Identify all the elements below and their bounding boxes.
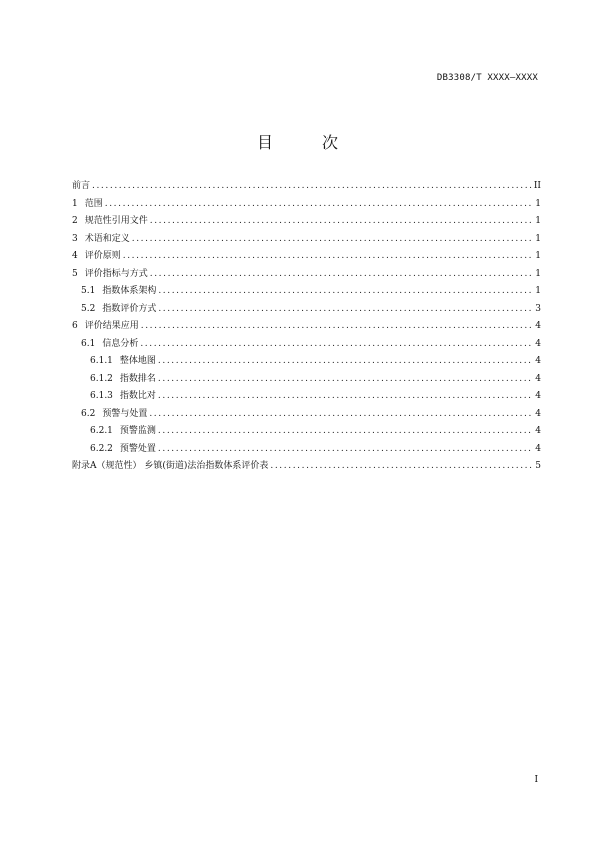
toc-entry-number: 5.2 xyxy=(81,303,96,314)
toc-entry-label: 指数体系架构 xyxy=(102,286,157,296)
toc-entry-label: 术语和定义 xyxy=(84,233,130,244)
toc-entry-page: 1 xyxy=(535,198,541,209)
toc-entry-label: 预警与处置 xyxy=(102,408,148,419)
toc-entry-page: 4 xyxy=(535,443,541,454)
toc-dot-leader xyxy=(132,231,533,249)
toc-entry[interactable] xyxy=(72,371,541,389)
toc-entry-page: 1 xyxy=(535,286,541,296)
toc-dot-leader xyxy=(158,423,533,441)
toc-entry-number: 5 xyxy=(72,268,78,279)
toc-entry-page: 1 xyxy=(535,268,541,279)
toc-entry[interactable] xyxy=(72,388,541,406)
toc-entry-page: 1 xyxy=(535,233,541,244)
toc-entry[interactable] xyxy=(72,248,541,266)
toc-entry[interactable] xyxy=(72,196,541,214)
toc-entry[interactable] xyxy=(72,213,541,231)
toc-entry-number: 3 xyxy=(72,233,78,244)
toc-entry-page: 4 xyxy=(535,426,541,436)
toc-entry[interactable] xyxy=(72,336,541,354)
toc-entry-page: 4 xyxy=(535,408,541,419)
toc-entry-label: 范围 xyxy=(84,198,103,209)
toc-entry-label: 预警监测 xyxy=(119,426,156,436)
toc-entry-number: 1 xyxy=(72,198,78,209)
toc-entry-number: 2 xyxy=(72,216,78,226)
page-number: I xyxy=(534,775,538,785)
toc-entry-label: 指数排名 xyxy=(119,373,156,384)
toc-entry-number: 6.2.2 xyxy=(90,443,113,454)
toc-entry-label: 信息分析 xyxy=(102,338,139,349)
toc-entry-label: 评价结果应用 xyxy=(84,321,139,331)
toc-entry[interactable] xyxy=(72,178,541,196)
toc-dot-leader xyxy=(149,406,533,424)
toc-entry-number: 6.1 xyxy=(81,338,96,349)
toc-dot-leader xyxy=(150,213,533,231)
toc-entry[interactable] xyxy=(72,406,541,424)
toc-entry-page: 1 xyxy=(535,251,541,261)
toc-dot-leader xyxy=(158,388,533,406)
toc-dot-leader xyxy=(140,336,533,354)
toc-entry-page: 4 xyxy=(535,356,541,366)
toc-entry[interactable] xyxy=(72,318,541,336)
toc-entry-label: 规范性引用文件 xyxy=(84,216,148,226)
document-code: DB3308/T XXXX—XXXX xyxy=(436,73,538,83)
page-title: 目 次 xyxy=(256,133,361,152)
toc-entry-number: 6.2 xyxy=(81,408,96,419)
toc-entry-label: 整体地图 xyxy=(119,356,156,366)
toc-entry-page: 4 xyxy=(535,338,541,349)
toc-entry[interactable] xyxy=(72,283,541,301)
toc-dot-leader xyxy=(270,458,533,476)
toc-entry-label: 评价原则 xyxy=(84,251,121,261)
toc-entry[interactable] xyxy=(72,441,541,459)
toc-entry-page: II xyxy=(533,181,541,191)
toc-entry-page: 1 xyxy=(535,216,541,226)
toc-dot-leader xyxy=(158,301,533,319)
toc-entry[interactable] xyxy=(72,301,541,319)
toc-entry-page: 4 xyxy=(535,321,541,331)
toc-dot-leader xyxy=(158,283,533,301)
toc-dot-leader xyxy=(150,266,533,284)
toc-dot-leader xyxy=(141,318,533,336)
toc-entry-number: 6.1.3 xyxy=(90,391,113,401)
toc-entry-page: 4 xyxy=(535,391,541,401)
toc-entry-number: 5.1 xyxy=(81,286,96,296)
toc-entry[interactable] xyxy=(72,266,541,284)
toc-entry[interactable] xyxy=(72,353,541,371)
toc-entry-number: 6 xyxy=(72,321,78,331)
toc-dot-leader xyxy=(92,178,532,196)
toc-entry-label: 评价指标与方式 xyxy=(84,268,148,279)
toc-entry-label: 指数比对 xyxy=(119,391,156,401)
toc-entry-label: 附录A（规范性） 乡镇(街道)法治指数体系评价表 xyxy=(72,461,269,471)
toc-entry-label: 指数评价方式 xyxy=(102,303,157,314)
toc-dot-leader xyxy=(105,196,533,214)
toc-entry-page: 5 xyxy=(535,461,541,471)
toc-entry-number: 4 xyxy=(72,251,78,261)
toc-dot-leader xyxy=(158,371,533,389)
toc-entry[interactable] xyxy=(72,231,541,249)
toc-entry-page: 4 xyxy=(535,373,541,384)
toc-dot-leader xyxy=(158,441,533,459)
toc-dot-leader xyxy=(158,353,533,371)
toc-dot-leader xyxy=(123,248,533,266)
toc-entry[interactable] xyxy=(72,423,541,441)
toc-entry-number: 6.2.1 xyxy=(90,426,113,436)
toc-entry-page: 3 xyxy=(535,303,541,314)
toc-entry-label: 预警处置 xyxy=(119,443,156,454)
toc-entry-number: 6.1.2 xyxy=(90,373,113,384)
table-of-contents xyxy=(72,178,541,476)
toc-entry-label: 前言 xyxy=(72,181,91,191)
toc-entry[interactable] xyxy=(72,458,541,476)
toc-entry-number: 6.1.1 xyxy=(90,356,113,366)
